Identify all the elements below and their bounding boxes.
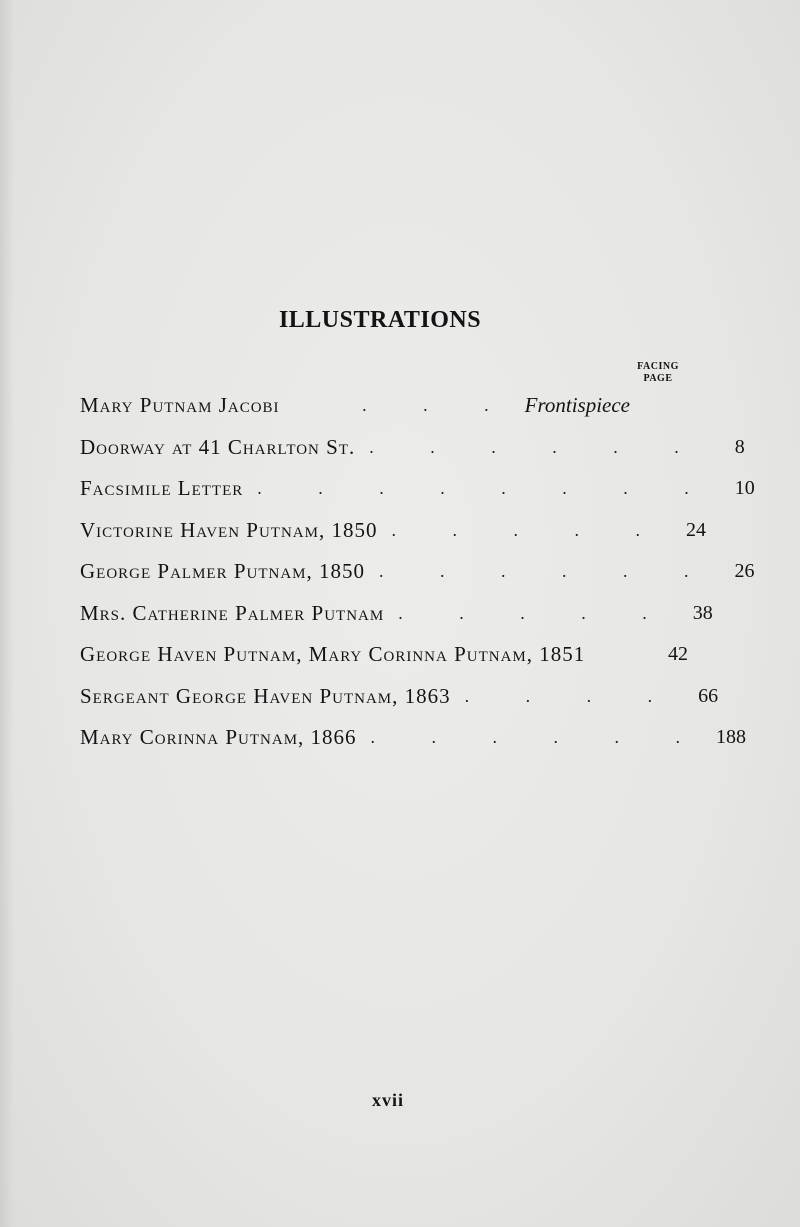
entry-label: Mary Putnam Jacobi <box>80 393 280 418</box>
illustration-entry <box>80 510 706 552</box>
entry-label: George Haven Putnam, Mary Corinna Putnam, 1851 <box>80 642 586 667</box>
illustration-entry <box>80 468 755 510</box>
page-title: ILLUSTRATIONS <box>278 307 482 333</box>
leader-dots: . . . . . . <box>369 436 705 457</box>
illustration-entry <box>80 676 719 718</box>
illustration-entry <box>80 634 688 676</box>
entry-page-number: 26 <box>734 560 755 583</box>
illustration-entry <box>80 717 747 759</box>
entry-label: Sergeant George Haven Putnam, 1863 <box>80 683 451 708</box>
facing-page-header <box>628 361 688 385</box>
entry-label: Facsimile Letter <box>80 476 244 501</box>
leader-dots: . . . . . . <box>370 727 707 748</box>
entry-label: Doorway at 41 Charlton St. <box>80 434 356 459</box>
entry-page-number: 38 <box>692 601 713 624</box>
entry-page-number: 42 <box>668 643 688 666</box>
entry-label: Victorine Haven Putnam, 1850 <box>80 517 378 542</box>
leader-dots: . . . . . <box>398 602 673 623</box>
entry-page-number: 10 <box>734 477 755 500</box>
leader-dots: . . . . . . . . <box>257 478 715 499</box>
illustration-list <box>80 385 755 759</box>
entry-page-number: 188 <box>716 726 747 749</box>
illustration-entry <box>80 551 755 593</box>
illustration-entry <box>80 427 745 469</box>
entry-label: Mrs. Catherine Palmer Putnam <box>80 600 385 625</box>
page-folio: xvii <box>371 1090 404 1110</box>
entry-page-number: 8 <box>734 435 745 458</box>
frontispiece-note: Frontispiece <box>524 393 630 418</box>
entry-label: Mary Corinna Putnam, 1866 <box>80 725 357 750</box>
page-edge-shadow <box>0 0 14 1227</box>
illustration-entry <box>80 593 713 635</box>
entry-page-number: 24 <box>685 518 706 541</box>
leader-dots: . . . . . <box>391 519 666 540</box>
entry-label: George Palmer Putnam, 1850 <box>80 559 366 584</box>
illustration-entry-frontispiece <box>80 385 688 427</box>
facing-header-line2: PAGE <box>643 373 673 384</box>
leader-dots: . . . . . . <box>379 561 715 582</box>
leader-dots: . . . <box>362 395 515 416</box>
leader-dots: . . . . <box>464 685 679 706</box>
entry-page-number: 66 <box>698 684 719 707</box>
facing-header-line1: FACING <box>637 361 679 372</box>
